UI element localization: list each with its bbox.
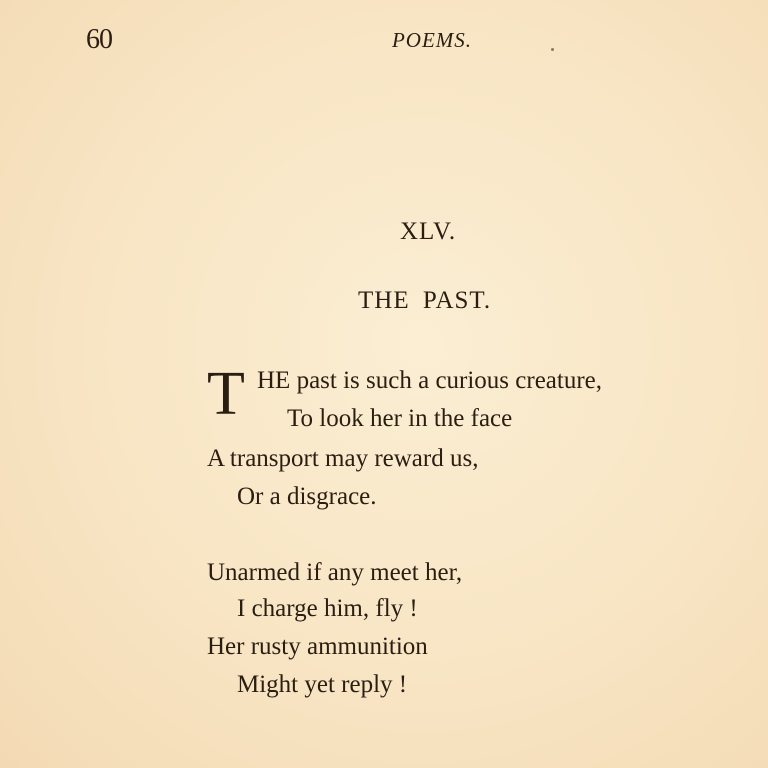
- poem-number: XLV.: [400, 218, 457, 245]
- poem-title: THE PAST.: [358, 287, 492, 314]
- poem-line: A transport may reward us,: [207, 445, 479, 472]
- poem-line: To look her in the face: [287, 405, 513, 432]
- poem-line: HE past is such a curious creature,: [257, 367, 603, 394]
- poem-line: I charge him, fly !: [237, 595, 418, 622]
- ink-speck: [551, 48, 554, 51]
- poem-line: Or a disgrace.: [237, 483, 377, 510]
- poem-line: Unarmed if any meet her,: [207, 559, 463, 586]
- page-number: 60: [86, 24, 112, 55]
- running-head: POEMS.: [391, 28, 473, 52]
- drop-cap: T: [207, 360, 245, 428]
- poem-line: Her rusty ammunition: [207, 633, 428, 660]
- poem-line: Might yet reply !: [237, 671, 408, 698]
